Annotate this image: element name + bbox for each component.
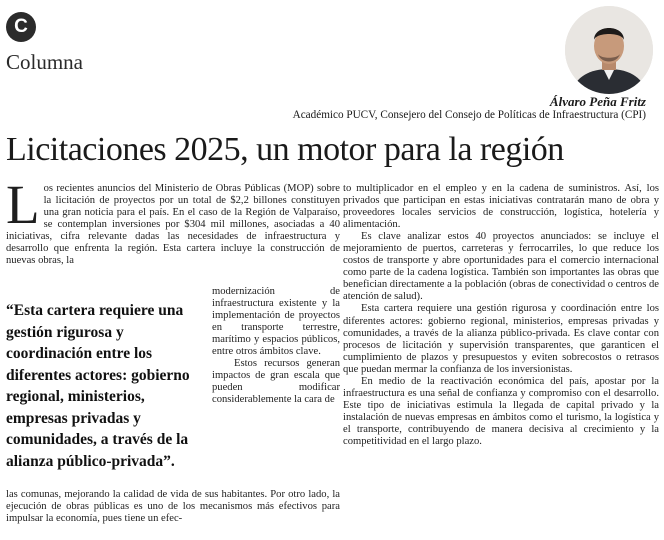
headline: Licitaciones 2025, un motor para la región bbox=[6, 131, 564, 168]
paragraph-2-continued: las comunas, mejorando la calidad de vida de sus habitantes. Por otro lado, la ejecución de obras públicas es uno de los mecanismos más efectivos para impulsar la economía, pues tiene un efec- bbox=[6, 489, 340, 525]
paragraph-2-end: to multiplicador en el empleo y en la cadena de suministros. Así, los privados que participan en estas iniciativas contratarán mano de obra y proveedores locales servicios de construcción, logística, hotelería y alimentación. bbox=[343, 183, 659, 231]
paragraph-2-start: Estos recursos generan impactos de gran escala que pueden modificar considerablemente la cara de bbox=[212, 358, 340, 406]
paragraph-1: os recientes anuncios del Ministerio de Obras Públicas (MOP) sobre la licitación de proyectos por un total de $2,2 billones constituyen una gran noticia para el país. En el caso de la Región de Valparaíso, se contemplan inversiones por $304 mil millones, asociadas a 40 iniciativas, cifra relevante dadas las necesidades de infraestructura y desarrollo que enfrenta la región. Esta cartera incluye la construcción de nuevas obras, la bbox=[6, 183, 340, 267]
body-column-1-top bbox=[6, 183, 340, 267]
body-column-2 bbox=[343, 183, 659, 448]
section-label: Columna bbox=[6, 50, 83, 74]
author-photo bbox=[565, 6, 653, 94]
author-role: Académico PUCV, Consejero del Consejo de Políticas de Infraestructura (CPI) bbox=[292, 109, 646, 121]
paragraph-4: Esta cartera requiere una gestión rigurosa y coordinación entre los diferentes actores: gobierno regional, ministerios, empresas privadas y comunidades, a través de la alianza público-privada. Es clave contar con procesos de licitación y supervisión transparentes, que garanticen el cumplimiento de plazos y presupuestos y eviten sobrecostos o retrasos que puedan mermar la confianza de los inversionistas. bbox=[343, 303, 659, 375]
body-narrow-column bbox=[212, 286, 340, 406]
pull-quote: “Esta cartera requiere una gestión rigurosa y coordinación entre los diferentes actores: gobierno regional, ministerios, empresas privadas y comunidades, a través de la alianza público-privada”. bbox=[6, 302, 190, 470]
paragraph-5: En medio de la reactivación económica del país, apostar por la infraestructura es una señal de confianza y compromiso con el desarrollo. Este tipo de iniciativas estimula la llegada de capital privado y la instalación de nuevas empresas en ámbitos como el turismo, la logística y el transporte, contribuyendo de manera decisiva al crecimiento y la competitividad en el largo plazo. bbox=[343, 375, 659, 447]
author-name: Álvaro Peña Fritz bbox=[549, 94, 646, 109]
drop-cap: L bbox=[6, 183, 40, 235]
paragraph-1-continued: modernización de infraestructura existente y la implementación de proyectos en transporte terrestre, marítimo y espacios públicos, entre otros ámbitos clave. bbox=[212, 286, 340, 358]
body-column-1-bottom bbox=[6, 489, 340, 525]
column-badge: C bbox=[6, 12, 36, 42]
paragraph-3: Es clave analizar estos 40 proyectos anunciados: se incluye el mejoramiento de puertos, carreteras y ferrocarriles, lo que reduce los costos de transporte y abre oportunidades para el comercio internacional como parte de la cadena logística. También son importantes las obras que benefician directamente a la población (obras de conectividad o centros de atención de salud). bbox=[343, 231, 659, 303]
